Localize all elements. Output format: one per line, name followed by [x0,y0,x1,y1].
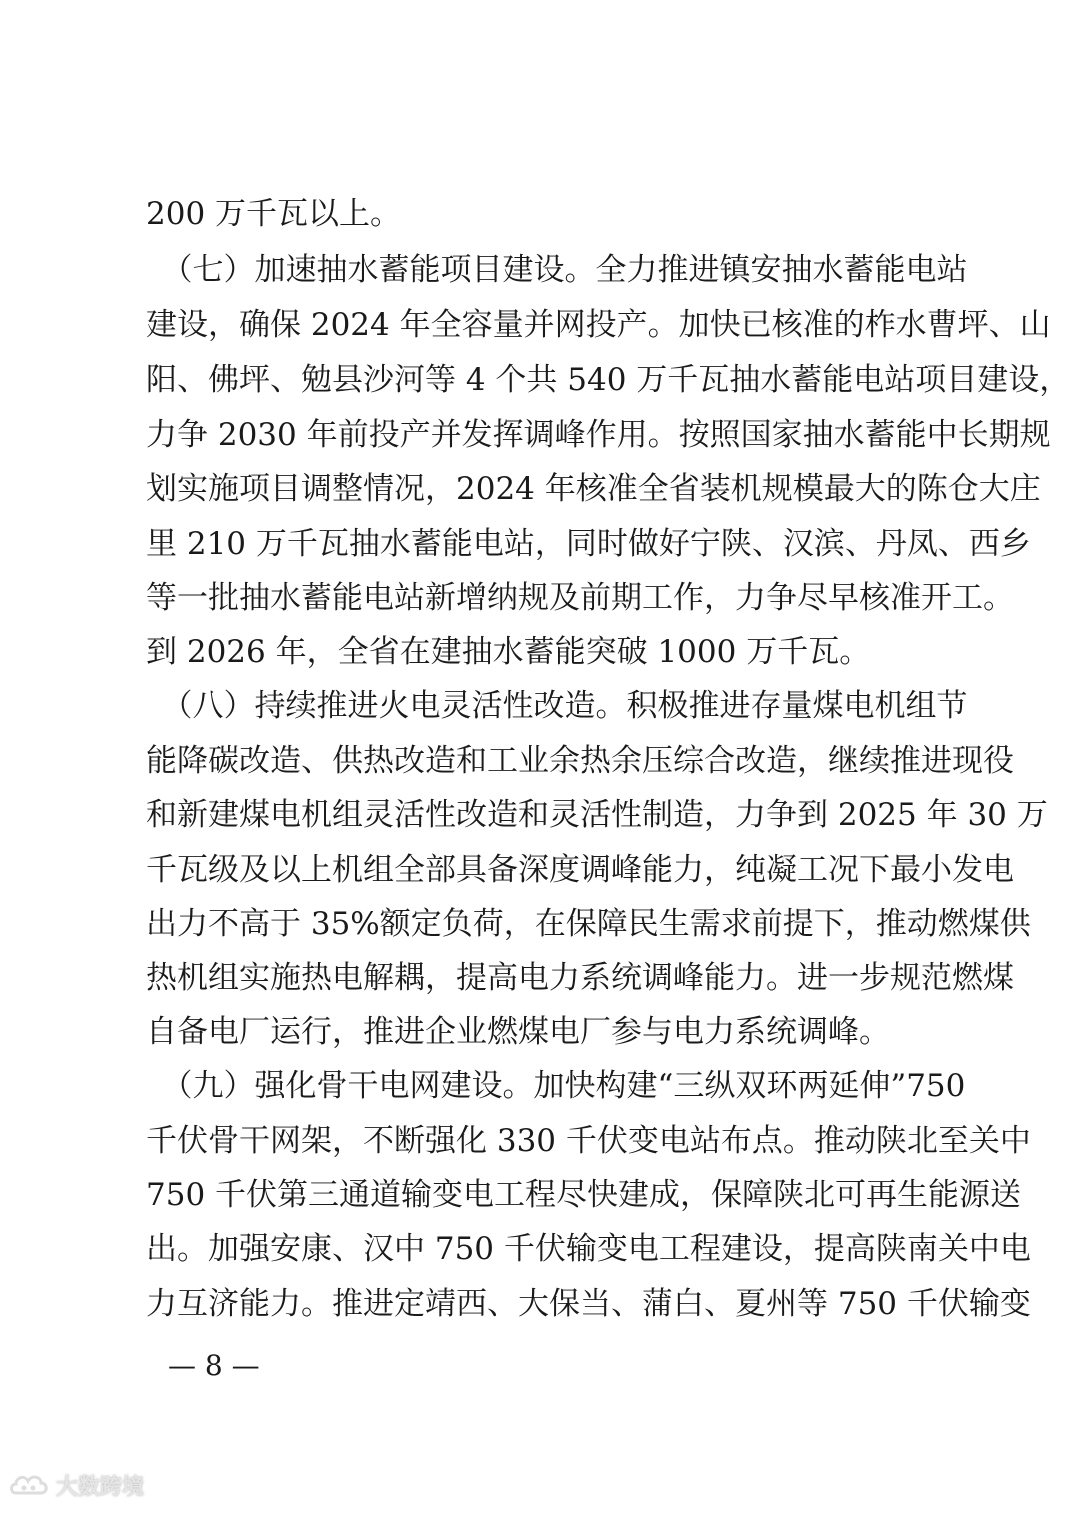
text-line: 自备电厂运行，推进企业燃煤电厂参与电力系统调峰。 [146,1014,890,1050]
text-line: 热机组实施热电解耦，提高电力系统调峰能力。进一步规范燃煤 [146,960,1014,996]
text-line: 划实施项目调整情况，2024 年核准全省装机规模最大的陈仓大庄 [146,471,1041,507]
cloud-logo-icon [8,1471,50,1501]
text-line: 阳、佛坪、勉县沙河等 4 个共 540 万千瓦抽水蓄能电站项目建设， [146,362,1071,398]
text-line: 里 210 万千瓦抽水蓄能电站，同时做好宁陕、汉滨、丹凤、西乡 [146,526,1031,562]
text-line: 力争 2030 年前投产并发挥调峰作用。按照国家抽水蓄能中长期规 [146,417,1051,453]
text-line: 千伏骨干网架，不断强化 330 千伏变电站布点。推动陕北至关中 [146,1123,1031,1159]
text-line: 750 千伏第三通道输变电工程尽快建成，保障陕北可再生能源送 [146,1177,1022,1213]
text-line: 力互济能力。推进定靖西、大保当、蒲白、夏州等 750 千伏输变 [146,1286,1031,1322]
watermark [8,1470,144,1501]
text-line: 和新建煤电机组灵活性改造和灵活性制造，力争到 2025 年 30 万 [146,797,1048,833]
page-number: — 8 — [168,1349,260,1382]
text-line: 等一批抽水蓄能电站新增纳规及前期工作，力争尽早核准开工。 [146,580,1014,616]
text-line: （七）加速抽水蓄能项目建设。全力推进镇安抽水蓄能电站 [146,252,968,288]
text-line: 出力不高于 35%额定负荷，在保障民生需求前提下，推动燃煤供 [146,906,1031,942]
text-line: 建设，确保 2024 年全容量并网投产。加快已核准的柞水曹坪、山 [146,307,1051,343]
text-line: 千瓦级及以上机组全部具备深度调峰能力，纯凝工况下最小发电 [146,852,1014,888]
watermark-text: 大数跨境 [56,1475,145,1500]
text-line: （九）强化骨干电网建设。加快构建“三纵双环两延伸”750 [146,1068,966,1104]
text-line: 到 2026 年，全省在建抽水蓄能突破 1000 万千瓦。 [146,634,871,670]
text-line: 200 万千瓦以上。 [146,196,402,232]
text-line: 出。加强安康、汉中 750 千伏输变电工程建设，提高陕南关中电 [146,1231,1031,1267]
text-line: 能降碳改造、供热改造和工业余热余压综合改造，继续推进现役 [146,743,1014,779]
text-line: （八）持续推进火电灵活性改造。积极推进存量煤电机组节 [146,688,968,724]
